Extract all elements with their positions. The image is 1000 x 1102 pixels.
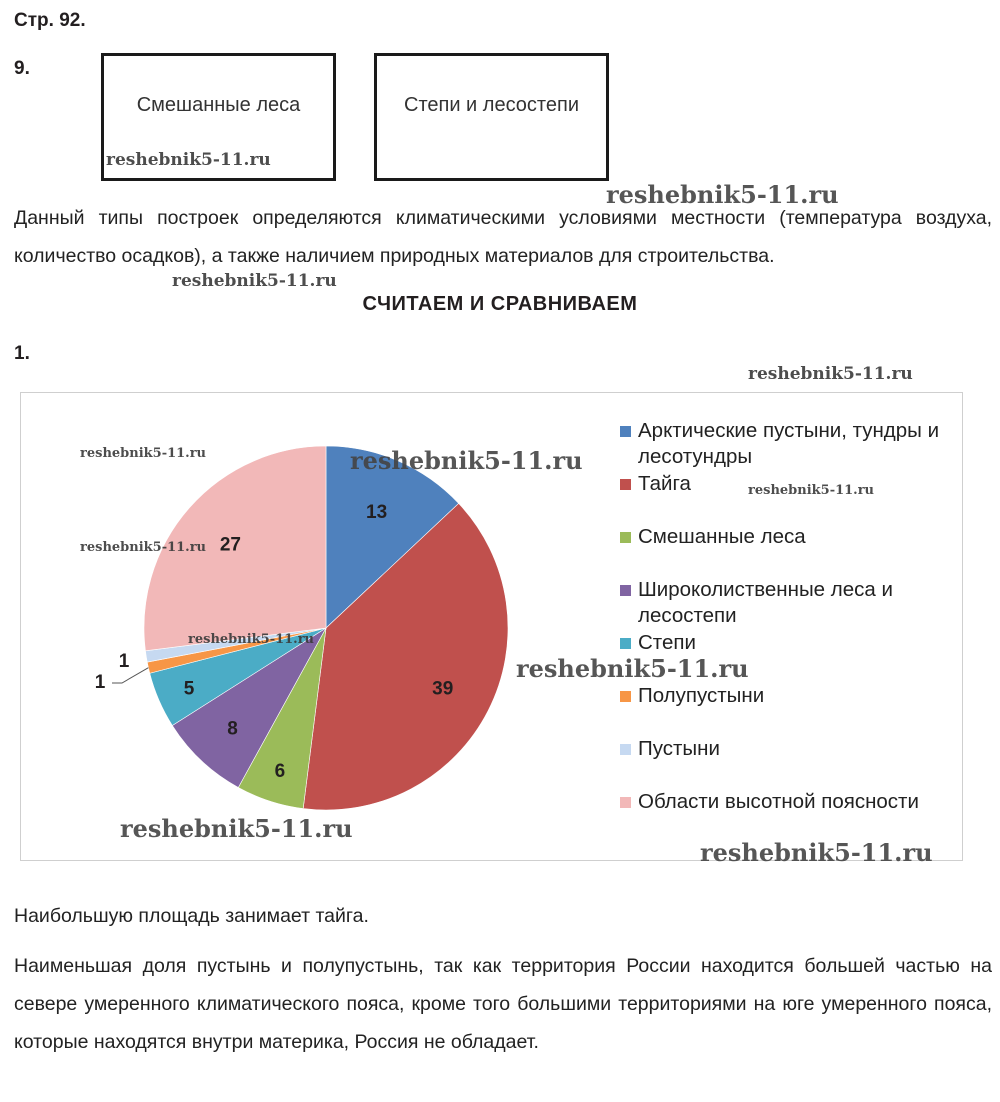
legend-label-arctic: Арктические пустыни, тундры и лесотундры xyxy=(638,419,940,468)
slice-arctic-label: 13 xyxy=(366,502,388,524)
legend-swatch-taiga xyxy=(620,479,631,490)
legend-swatch-desert xyxy=(620,744,631,755)
watermark: reshebnik5-11.ru xyxy=(350,446,583,475)
watermark: reshebnik5-11.ru xyxy=(516,654,749,683)
slice-broadleaf-label: 8 xyxy=(227,718,238,740)
watermark: reshebnik5-11.ru xyxy=(748,483,875,498)
legend-item-broadleaf xyxy=(620,577,968,629)
legend-item-desert xyxy=(620,736,968,762)
watermark: reshebnik5-11.ru xyxy=(188,632,315,647)
slice-semidesert-label: 1 xyxy=(94,672,106,693)
slice-mixed-label: 6 xyxy=(274,760,286,782)
watermark: reshebnik5-11.ru xyxy=(80,446,207,461)
paragraph-smallest-share: Наименьшая доля пустынь и полупустынь, так как территория России находится большей частью на севере умеренного климатического пояса, кроме того большими территориями на юге умеренного пояса, которые находятся внутри материка, Россия не обладает. xyxy=(14,955,992,1053)
page-number: Стр. 92. xyxy=(14,10,86,31)
section-heading: СЧИТАЕМ И СРАВНИВАЕМ xyxy=(362,293,638,315)
legend-label-semidesert: Полупустыни xyxy=(638,684,765,707)
slice-highland-label: 27 xyxy=(219,534,242,556)
watermark: reshebnik5-11.ru xyxy=(700,838,933,867)
semidesert-leader-line xyxy=(112,668,148,683)
legend-swatch-mixed xyxy=(620,532,631,543)
legend-swatch-highland xyxy=(620,797,631,808)
legend-item-semidesert xyxy=(620,683,968,709)
legend-swatch-arctic xyxy=(620,426,631,437)
task-9-label: 9. xyxy=(14,58,30,79)
legend-item-highland xyxy=(620,789,968,815)
task-1-label: 1. xyxy=(14,343,30,364)
legend-label-broadleaf: Широколиственные леса и лесостепи xyxy=(638,578,893,627)
slice-steppes-label: 5 xyxy=(183,678,195,700)
legend-label-mixed: Смешанные леса xyxy=(638,525,806,548)
legend-item-arctic xyxy=(620,418,968,470)
slice-desert-label: 1 xyxy=(118,651,130,672)
legend-item-steppes xyxy=(620,630,968,656)
watermark: reshebnik5-11.ru xyxy=(172,271,337,291)
watermark: reshebnik5-11.ru xyxy=(606,180,839,209)
watermark: reshebnik5-11.ru xyxy=(120,814,353,843)
watermark: reshebnik5-11.ru xyxy=(748,364,913,384)
legend-swatch-semidesert xyxy=(620,691,631,702)
legend-label-steppes: Степи xyxy=(638,631,696,654)
paragraph-building-types: Данный типы построек определяются климатическими условиями местности (температура воздуха, количество осадков), а также наличием природных материалов для строительства. xyxy=(14,207,992,267)
box-steppes-label: Степи и лесостепи xyxy=(404,94,579,116)
paragraph-largest-area: Наибольшую площадь занимает тайга. xyxy=(14,905,369,927)
legend-swatch-broadleaf xyxy=(620,585,631,596)
legend-item-mixed xyxy=(620,524,968,550)
watermark: reshebnik5-11.ru xyxy=(80,540,207,555)
watermark: reshebnik5-11.ru xyxy=(106,150,271,170)
legend-swatch-steppes xyxy=(620,638,631,649)
legend-label-desert: Пустыни xyxy=(638,737,720,760)
legend-label-highland: Области высотной поясности xyxy=(638,790,919,813)
legend-label-taiga: Тайга xyxy=(638,472,691,495)
box-mixed-forests-label: Смешанные леса xyxy=(136,94,301,116)
slice-taiga-label: 39 xyxy=(432,678,454,700)
